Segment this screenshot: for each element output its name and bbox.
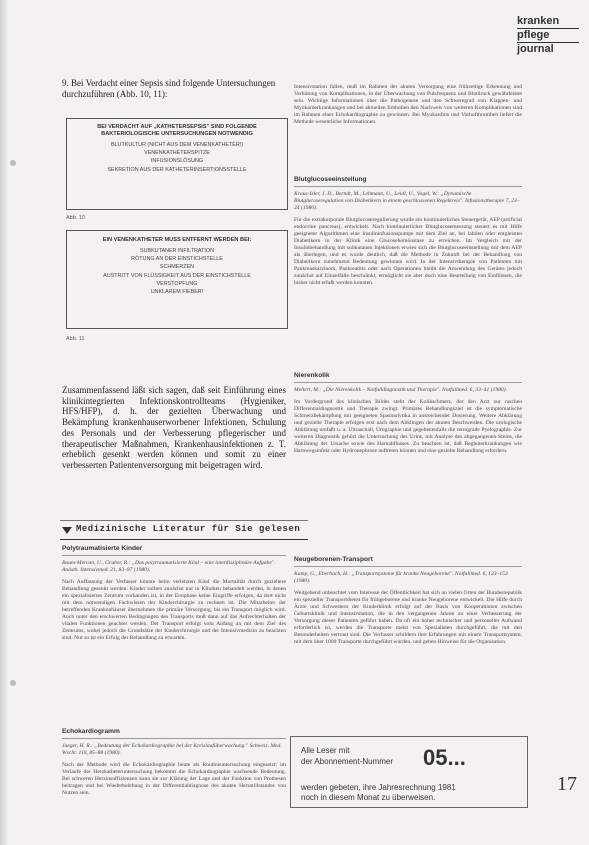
- subscriber-text: [301, 745, 393, 767]
- article-heading: Echokardiogramm: [62, 728, 120, 735]
- box-item: SCHMERZEN: [159, 264, 195, 271]
- article-citation: Baum-Mercan, U., Gruber, R.: „Das polytraumatisierte Kind – eine interdisziplinäre Aufgabe". Anästh. Intensivmed. 21, 83–87 (1980).: [62, 560, 276, 573]
- continued-paragraph: Intensivstation fallen, muß im Rahmen der akuten Versorgung eine frühzeitige Erkennung und Verhütung von Komplikationen, in der Überwachung von Pulsfrequenz und Blutdruck gewährleistet sein. Wichtige Informationen über die Pathogenese und den Schweregrad von Klappen- und Myokarderkrankungen und bei aktuellen Embolien den Nachweis von weiteren Komplikationen sind im Rahmen einer Echokardiographie zu gewinnen. Bei Myokarditis und Vorhofthromben liefert die Methode wesentliche Informationen.: [294, 84, 522, 125]
- logo-line: journal: [517, 43, 554, 55]
- subscriber-line: Alle Leser mit: [301, 746, 350, 755]
- box-item: AUSTRITT VON FLÜSSIGKEIT AUS DER EINSTICHSTELLE: [103, 272, 251, 279]
- article-body: Weitgehend unbeachtet vom Interesse der Öffentlichkeit hat sich an vielen Orten der Bundesrepublik ein spezieller Transportdienst für frühgeborene und kranke Neugeborene entwickelt. Die Hilfe durch Ärzte und Schwestern der Kinderklinik erfolgt auf der Basis von Kooperationen zwischen Geburtsklinik und Intensivstation, die in den vergangenen Jahren zu einer Verbesserung der Versorgung dieser Patienten geführt haben. Da oft ein hoher technischer und personeller Aufwand erforderlich ist, werden die Transporte meist von Spezialisten durchgeführt, die mit den Besonderheiten vertraut sind. Die Verfasser schildern ihre Erfahrungen mit einem Transportsystem, mit dem über 1000 Transporte durchgeführt wurden, und geben Hinweise für die Organisation.: [294, 590, 522, 645]
- article-blood-glucose: [294, 176, 522, 352]
- box-item: UNKLAREM FIEBER!: [150, 289, 204, 296]
- figure-caption: Abb. 10: [66, 215, 85, 221]
- box-item: VENENKATHETERSPITZE: [144, 150, 210, 157]
- box-item: BLUTKULTUR (NICHT AUS DEM VENENKATHETER!): [110, 142, 244, 148]
- subscription-number: 05...: [423, 745, 466, 770]
- figure-box-sepsis: [66, 118, 288, 210]
- figure-box-remove-catheter: [66, 230, 288, 329]
- subscriber-line: werden gebeten, ihre Jahresrechnung 1981: [301, 783, 456, 792]
- box-heading: BEI VERDACHT AUF „KATHETERSEPSIS" SIND FOLGENDE BAKTERIOLOGISCHE UNTERSUCHUNGEN NOTWENDIG: [97, 124, 257, 137]
- article-citation: Kraus-Isler, J. D., Berndt, M., Lehmann, U., Leidl, U., Vogel, W.: „Dynamische Blutglucoseregulation von Diabetikern in einem geschlossenen Regelkreis". Infusionstherapie 7, 23–24 (1980).: [294, 191, 520, 211]
- article-citation: Kamp, G., Eberbach, H.: „Transportsysteme für kranke Neugeborene". Notfallmed. 6, 123–153 (1980).: [294, 571, 508, 584]
- punch-hole: [10, 680, 16, 686]
- article-citation: Jaeger, H. R.: „Bedeutung der Echokardiographie bei der Kreislaufüberwachung." Schweiz. Med. Wschr. 110, 85–88 (1980).: [62, 743, 282, 756]
- box-item-list: [67, 142, 287, 174]
- article-heading: Polytraumatisierte Kinder: [62, 545, 143, 552]
- article-body: Im Vordergrund des klinischen Bildes steht der Kolikschmerz, der den Arzt zur raschen Differentialdiagnostik und Therapie zwingt. Primäres Behandlungsziel ist die symptomatische Schmerzbekämpfung mit geeigneten Spasmolytika in ausreichender Dosierung. Weitere Abklärung und gezielte Therapie erfolgen erst nach dem Abklingen der akuten Beschwerden. Die urologische Abklärung umfaßt u. a. Ultraschall, Urographie und gegebenenfalls die retrograde Pyelographie. Zur weiteren Diagnostik gehört die Untersuchung des Urins, mit Analyse des abgegangenen Steins, die Abklärung der Ursache sowie des Harnabflusses. Zu beachten ist, daß Begleiterkrankungen wie Harnwegsinfekt oder Hydronephrose auftreten können und eine gezielte Behandlung erfordern.: [294, 399, 522, 454]
- page-number: 17: [557, 773, 577, 795]
- journal-logo: [517, 16, 579, 55]
- subscriber-line: noch in diesem Monat zu überweisen.: [301, 793, 436, 802]
- article-heading: Nierenkolik: [294, 372, 330, 379]
- article-heading: Neugeborenen-Transport: [294, 556, 373, 563]
- article-body: Für die extrakorporale Blutglucoseregulierung wurde ein kontinuierliches Steuergerät, AEP (artificial endocrine pancreas), entwickelt. Nach kontinuierlicher Blutglucosemessung steuert es mit Hilfe geeigneter Algorithmen eine Insulininfusionspumpe mit dem Ziel an, bei labilen oder entgleisten Diabetikern in der Klinik eine Glucosehomöostase zu erreichen. Im Vergleich mit der Insulinbehandlung mit subkutanen Injektionen erwies sich die Blutglucoseeinstellung mit dem AEP als überlegen, und es wurde deutlich, daß die Methode in Zukunft bei der Behandlung von Diabetikern zunehmend Bedeutung gewinnen wird. In der Intensivtherapie von Patienten mit Pankreaskarzinom, Pankreatitis oder nach Operationen bleibt die Anwendung des Gerätes jedoch zunächst auf Einzelfälle beschränkt, ermöglicht sie aber doch eine Beurteilung von Einflüssen, die bisher nicht erfaßt werden konnten.: [294, 217, 522, 286]
- box-item: INFUSIONSLÖSUNG: [150, 158, 204, 165]
- page-fold-shadow: [0, 0, 8, 845]
- punch-hole: [10, 160, 16, 166]
- box-item: RÖTUNG AN DER EINSTICHSTELLE: [131, 256, 223, 263]
- article-body: Nach Auffassung der Verfasser könnte beim verletzten Kind die Mortalität durch gezieltere Behandlung gesenkt werden. Kinder sollten zunächst nur in Kliniken behandelt werden, in denen ein spezialisiertes Zentrum vorhanden ist, in der Erstphase keine Eingriffe erfolgen, da dort nicht mit dem notwendigen Fachwissen der Kinderchirurgie zu rechnen ist. Die Mitarbeiter der betreffenden Krankenhäuser übernehmen die primäre Versorgung, bis ein Transport möglich wird. Auch unter den erschwerten Bedingungen des Transports muß dann auf das Aufrechterhalten der vitalen Funktionen geachtet werden. Der Transport erfolgt vom Anfang an mit dem Ziel des Zentrums, wobei jedoch die Grundsätze der Kinderchirurgie und der Intensivmedizin zu beachten sind. Nur so ist ein Erfolg der Behandlung zu erwarten.: [62, 579, 286, 641]
- logo-line: pflege: [517, 29, 550, 41]
- article-polytrauma: [62, 545, 286, 715]
- triangle-icon: [62, 527, 72, 534]
- article-newborn-transport: [294, 556, 522, 728]
- article-heading: Blutglucoseeinstellung: [294, 176, 367, 183]
- box-item-list: [67, 248, 287, 296]
- section-title: Medizinische Literatur für Sie gelesen: [76, 524, 301, 534]
- box-item: SUBKUTANER INFILTRATION: [140, 248, 214, 254]
- article-renal-colic: [294, 372, 522, 548]
- subscriber-text: [301, 783, 456, 803]
- section-header: [60, 520, 308, 540]
- article-citation: Mellert, M.: „Die Nierenkolik – Notfalldiagnostik und Therapie". Notfallmed. 6, 33–41 (1980).: [294, 387, 507, 393]
- box-item: VERSTOPFUNG: [156, 280, 198, 287]
- summary-paragraph: Zusammenfassend läßt sich sagen, daß seit Einführung eines klinikintegrierten Infektionskontrollteams (Hygieniker, HFS/HFP), d. h. der gezielten Überwachung und Bekämpfung krankenhauserworbener Infektionen, Schulung des Personals und der Verbesserung pflegerischer und therapeutischer Maßnahmen, Krankenhausinfektionen z. T. erheblich gesenkt werden können und somit zu einer verbesserten Patientenversorgung mit beigetragen wird.: [62, 385, 286, 470]
- box-heading: EIN VENENKATHETER MUSS ENTFERNT WERDEN BEI:: [102, 237, 252, 243]
- intro-paragraph: 9. Bei Verdacht einer Sepsis sind folgende Untersuchungen durchzuführen (Abb. 10, 11):: [62, 78, 276, 99]
- logo-line: kranken: [517, 15, 560, 27]
- figure-caption: Abb. 11: [66, 336, 85, 342]
- subscriber-line: der Abonnement-Nummer: [301, 757, 394, 766]
- article-body: Nach der Methode wird die Echokardiographie heute als Routineuntersuchung eingesetzt; im Verlaufe der Herzkatheteruntersuchung bekommt die Echokardiographie wachsende Bedeutung. Bei schweren Herzinsuffizienzen kann sie zur Klärung der Lage und der Funktion von Prothesen beitragen und bei Wiederbelebung in der Differentialdiagnose des akuten Herzstillstandes von Nutzen sein.: [62, 762, 286, 796]
- box-item: SEKRETION AUS DER KATHETERINSERTIONSSTELLE: [107, 166, 247, 173]
- article-echo: [62, 728, 286, 823]
- subscriber-notice-box: [290, 736, 528, 808]
